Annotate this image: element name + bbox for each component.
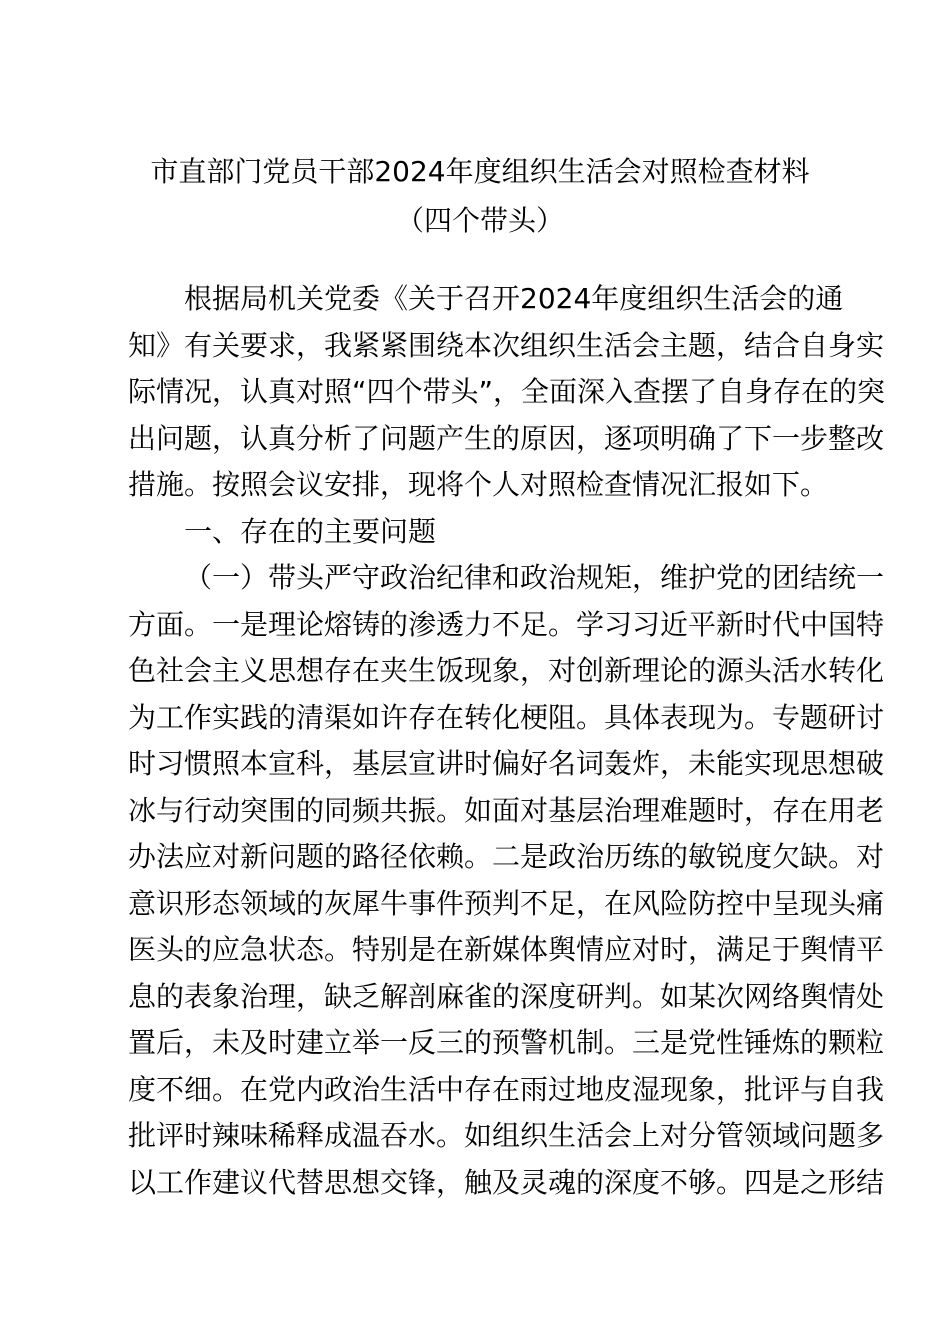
item1-line-12: 度不细。在党内政治生活中存在雨过地皮湿现象，批评与自我 — [128, 1072, 885, 1106]
item1-line-3: 色社会主义思想存在夹生饭现象，对创新理论的源头活水转化 — [128, 654, 885, 687]
item1-line-9: 医头的应急状态。特别是在新媒体舆情应对时，满足于舆情平 — [128, 933, 885, 966]
intro-paragraph — [128, 276, 886, 509]
intro-line-1: 根据局机关党委《关于召开2024年度组织生活会的通 — [184, 282, 844, 315]
item1-line-11: 置后，未及时建立举一反三的预警机制。三是党性锤炼的颗粒 — [128, 1026, 885, 1059]
section-heading-paragraph — [128, 509, 820, 556]
item1-line-10: 息的表象治理，缺乏解剖麻雀的深度研判。如某次网络舆情处 — [128, 979, 885, 1013]
document-title: 市直部门党员干部2024年度组织生活会对照检查材料 — [150, 155, 810, 188]
document-subtitle: （四个带头） — [395, 204, 564, 237]
intro-line-4: 出问题，认真分析了问题产生的原因，逐项明确了下一步整改 — [128, 421, 885, 455]
item1-line-14: 以工作建议代替思想交锋，触及灵魂的深度不够。四是之形结 — [128, 1165, 885, 1199]
intro-line-3: 际情况，认真对照“四个带头”，全面深入查摆了自身存在的突 — [128, 375, 886, 408]
intro-line-2: 知》有关要求，我紧紧围绕本次组织生活会主题，结合自身实 — [128, 328, 885, 362]
item1-line-5: 时习惯照本宣科，基层宣讲时偏好名词轰炸，未能实现思想破 — [128, 747, 885, 780]
item1-line-8: 意识形态领域的灰犀牛事件预判不足，在风险防控中呈现头痛 — [128, 886, 885, 920]
item1-line-1: （一）带头严守政治纪律和政治规矩，维护党的团结统一 — [184, 561, 885, 594]
item1-paragraph — [128, 555, 885, 1206]
item1-line-2: 方面。一是理论熔铸的渗透力不足。学习习近平新时代中国特 — [128, 607, 885, 641]
item1-line-13: 批评时辣味稀释成温吞水。如组织生活会上对分管领域问题多 — [128, 1119, 885, 1152]
item1-line-7: 办法应对新问题的路径依赖。二是政治历练的敏锐度欠缺。对 — [128, 840, 885, 873]
intro-line-5: 措施。按照会议安排，现将个人对照检查情况汇报如下。 — [128, 468, 829, 501]
section-heading: 一、存在的主要问题 — [184, 515, 437, 548]
item1-line-4: 为工作实践的清渠如许存在转化梗阻。具体表现为。专题研讨 — [128, 700, 885, 734]
item1-line-6: 冰与行动突围的同频共振。如面对基层治理难题时，存在用老 — [128, 793, 885, 827]
